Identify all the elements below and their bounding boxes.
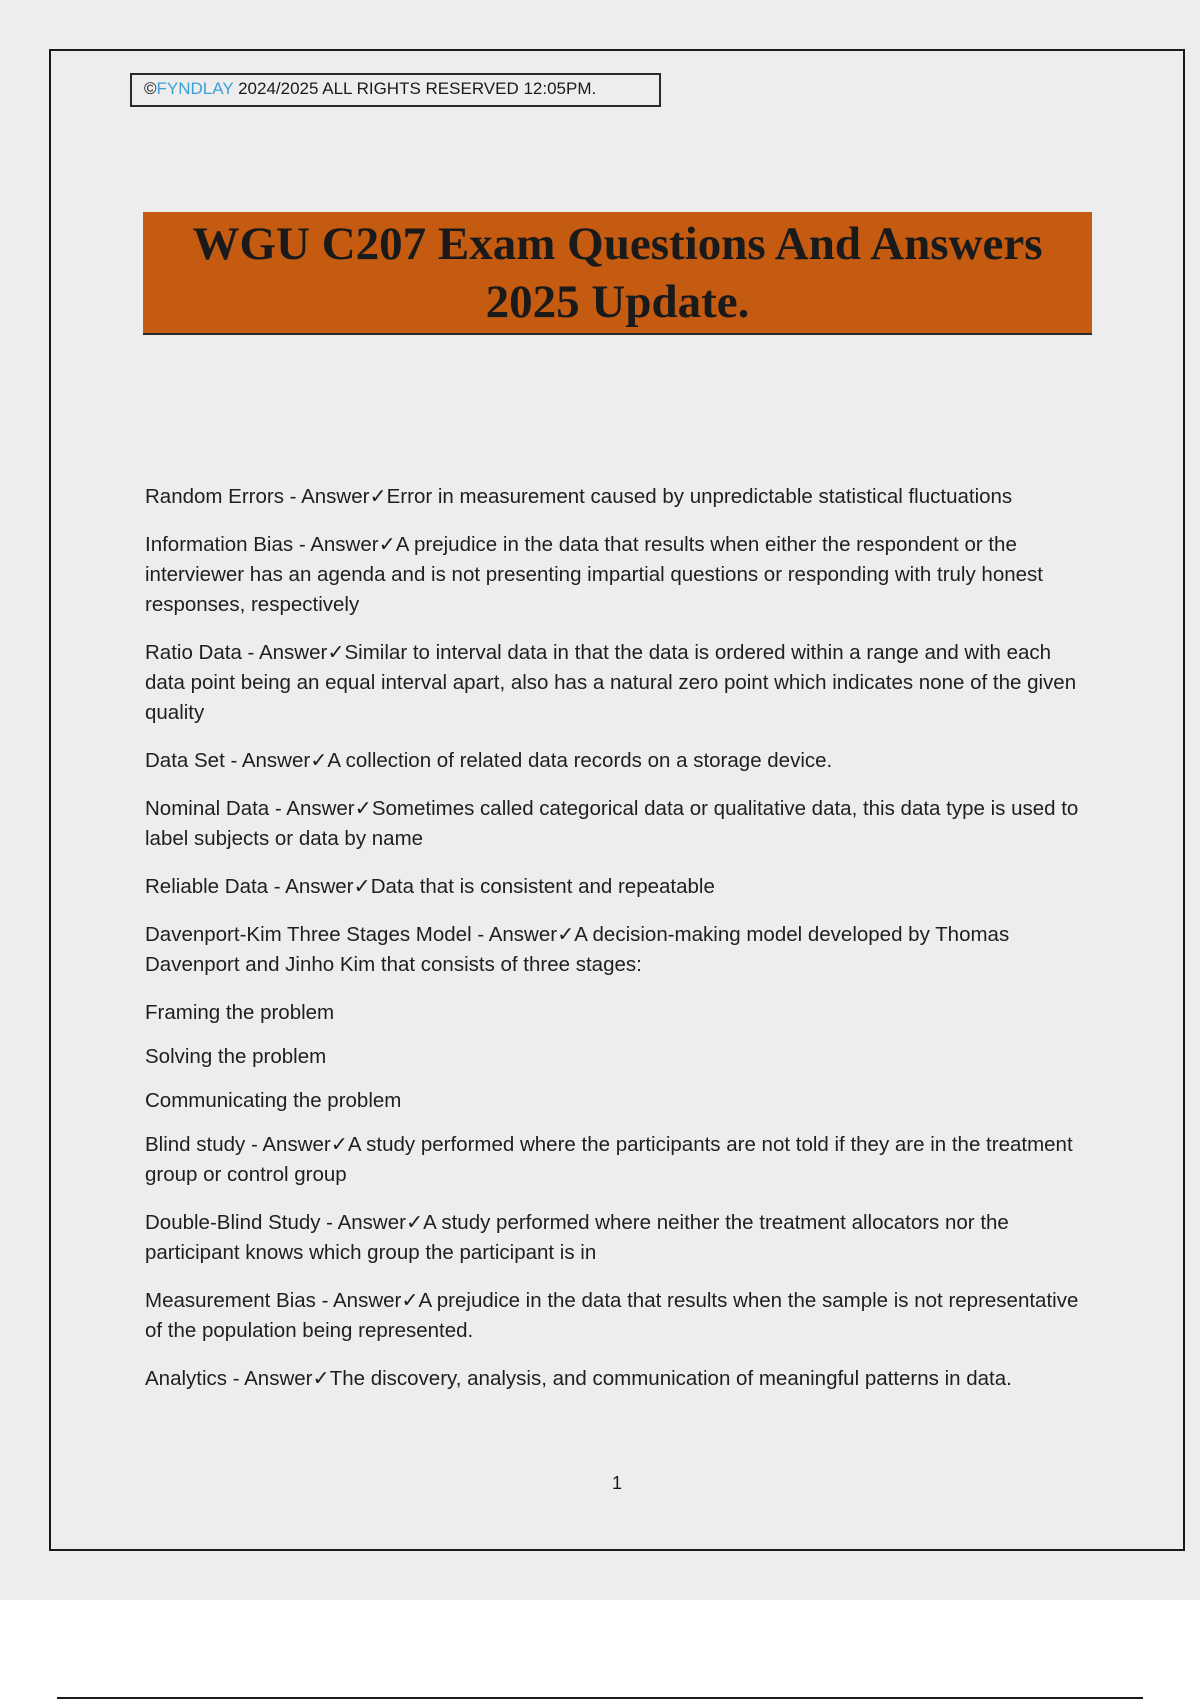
qa-term: Random Errors - Answer: [145, 485, 370, 508]
qa-answer: A study performed where neither the treatment allocators nor the participant knows which group the participant is in: [145, 1211, 1009, 1264]
checkmark-icon: ✓: [401, 1289, 419, 1312]
qa-entry: [145, 1364, 1095, 1394]
checkmark-icon: ✓: [310, 749, 328, 772]
qa-term: Nominal Data - Answer: [145, 797, 355, 820]
qa-entry: [145, 794, 1095, 854]
qa-term: Data Set - Answer: [145, 749, 311, 772]
qa-entry: [145, 1208, 1095, 1268]
qa-answer: A prejudice in the data that results when the sample is not representative of the population being represented.: [145, 1289, 1079, 1342]
qa-answer: The discovery, analysis, and communication of meaningful patterns in data.: [329, 1367, 1012, 1390]
title-banner: [143, 212, 1092, 335]
qa-entry: [145, 1286, 1095, 1346]
brand-name: FYNDLAY: [156, 79, 234, 98]
checkmark-icon: ✓: [354, 797, 372, 820]
qa-term: Blind study - Answer: [145, 1133, 331, 1156]
checkmark-icon: ✓: [353, 875, 371, 898]
qa-term: Information Bias - Answer: [145, 533, 379, 556]
qa-answer: A decision-making model developed by Thomas Davenport and Jinho Kim that consists of three stages:: [145, 923, 1010, 976]
stage-item: Solving the problem: [145, 1045, 327, 1068]
checkmark-icon: ✓: [312, 1367, 330, 1390]
stage-item: Communicating the problem: [145, 1089, 402, 1112]
qa-entry: [145, 482, 1095, 512]
checkmark-icon: ✓: [327, 641, 345, 664]
qa-answer: Sometimes called categorical data or qualitative data, this data type is used to label subjects or data by name: [145, 797, 1079, 850]
qa-entry: [145, 746, 1095, 776]
qa-term: Davenport-Kim Three Stages Model - Answer: [145, 923, 558, 946]
qa-answer: A prejudice in the data that results when either the respondent or the interviewer has an agenda and is not presenting impartial questions or responding with truly honest responses, respectively: [145, 533, 1043, 616]
checkmark-icon: ✓: [369, 485, 387, 508]
qa-answer: Data that is consistent and repeatable: [370, 875, 715, 898]
checkmark-icon: ✓: [557, 923, 575, 946]
page-number: 1: [611, 1473, 622, 1493]
qa-term: Analytics - Answer: [145, 1367, 313, 1390]
checkmark-icon: ✓: [378, 533, 396, 556]
qa-entry: [145, 1130, 1095, 1190]
qa-term: Measurement Bias - Answer: [145, 1289, 402, 1312]
title-line-1: WGU C207 Exam Questions And Answers: [192, 217, 1043, 270]
bottom-divider: [57, 1697, 1143, 1699]
qa-term: Reliable Data - Answer: [145, 875, 354, 898]
qa-entry: [145, 872, 1095, 902]
qa-entry: [145, 920, 1095, 980]
checkmark-icon: ✓: [405, 1211, 424, 1234]
qa-answer: A study performed where the participants are not told if they are in the treatment group or control group: [145, 1133, 1073, 1186]
copyright-symbol: ©: [144, 79, 157, 98]
qa-content: [145, 482, 1095, 1412]
copyright-text: 2024/2025 ALL RIGHTS RESERVED 12:05PM.: [233, 79, 597, 98]
stage-item: Framing the problem: [145, 1001, 335, 1024]
qa-entry: [145, 530, 1095, 620]
title-line-2: 2025 Update.: [485, 275, 750, 328]
qa-answer: A collection of related data records on a storage device.: [327, 749, 833, 772]
qa-answer: Similar to interval data in that the data is ordered within a range and with each data point being an equal interval apart, also has a natural zero point which indicates none of the given quality: [145, 641, 1077, 724]
qa-term: Ratio Data - Answer: [145, 641, 328, 664]
qa-entry: [145, 638, 1095, 728]
copyright-notice: [130, 73, 661, 107]
qa-term: Double-Blind Study - Answer: [145, 1211, 406, 1234]
checkmark-icon: ✓: [330, 1133, 348, 1156]
qa-answer: Error in measurement caused by unpredictable statistical fluctuations: [386, 485, 1013, 508]
